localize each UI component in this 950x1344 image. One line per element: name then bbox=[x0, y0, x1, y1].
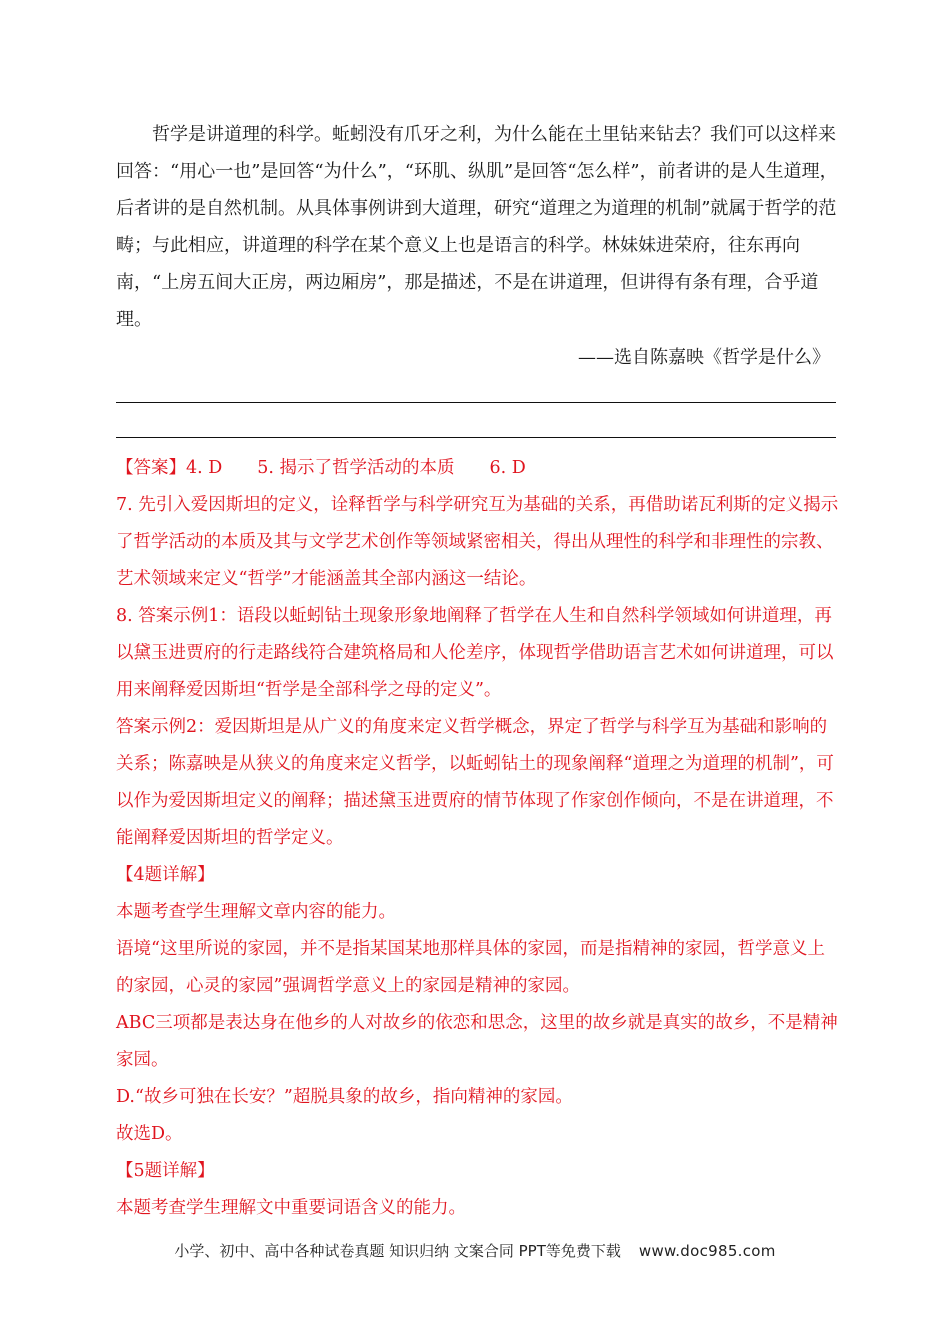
answer-section bbox=[116, 450, 840, 1227]
page-footer bbox=[0, 1240, 950, 1261]
answer-line-1 bbox=[116, 402, 836, 403]
answer-q8-example1: 8. 答案示例1：语段以蚯蚓钻土现象形象地阐释了哲学在人生和自然科学领域如何讲道理，再以黛玉进贾府的行走路线符合建筑格局和人伦差序，体现哲学借助语言艺术如何讲道理，可以用来阐释爱因斯坦“哲学是全部科学之母的定义”。 bbox=[116, 606, 834, 700]
q4-heading: 【4题详解】 bbox=[116, 865, 215, 885]
passage-attribution: ——选自陈嘉映《哲学是什么》 bbox=[578, 347, 830, 368]
answer-q7: 7. 先引入爱因斯坦的定义，诠释哲学与科学研究互为基础的关系，再借助诺瓦利斯的定义揭示了哲学活动的本质及其与文学艺术创作等领域紧密相关，得出从理性的科学和非理性的宗教、艺术领域来定义“哲学”才能涵盖其全部内涵这一结论。 bbox=[116, 495, 839, 589]
footer-text: 小学、初中、高中各种试卷真题 知识归纳 文案合同 PPT等免费下载 bbox=[174, 1242, 621, 1260]
footer-site-link[interactable]: www.doc985.com bbox=[638, 1242, 776, 1260]
q4-intro: 本题考查学生理解文章内容的能力。 bbox=[116, 902, 396, 922]
q4-paragraph-2: ABC三项都是表达身在他乡的人对故乡的依恋和思念，这里的故乡就是真实的故乡，不是精神家园。 bbox=[116, 1013, 838, 1070]
q4-paragraph-3: D.“故乡可独在长安？”超脱具象的故乡，指向精神的家园。 bbox=[116, 1087, 573, 1107]
q5-intro: 本题考查学生理解文中重要词语含义的能力。 bbox=[116, 1198, 466, 1218]
passage-paragraph: 哲学是讲道理的科学。蚯蚓没有爪牙之利，为什么能在土里钻来钻去？我们可以这样来回答：“用心一也”是回答“为什么”，“环肌、纵肌”是回答“怎么样”，前者讲的是人生道理，后者讲的是自然机制。从具体事例讲到大道理，研究“道理之为道理的机制”就属于哲学的范畴；与此相应，讲道理的科学在某个意义上也是语言的科学。林妹妹进荣府，往东再向南，“上房五间大正房，两边厢房”，那是描述，不是在讲道理，但讲得有条有理，合乎道理。 bbox=[116, 124, 838, 330]
q4-paragraph-1: 语境“这里所说的家园，并不是指某国某地那样具体的家园，而是指精神的家园，哲学意义上的家园，心灵的家园”强调哲学意义上的家园是精神的家园。 bbox=[116, 939, 825, 996]
answer-q8-example2: 答案示例2：爱因斯坦是从广义的角度来定义哲学概念，界定了哲学与科学互为基础和影响的关系；陈嘉映是从狭义的角度来定义哲学，以蚯蚓钻土的现象阐释“道理之为道理的机制”，可以作为爱因斯坦定义的阐释；描述黛玉进贾府的情节体现了作家创作倾向，不是在讲道理，不能阐释爱因斯坦的哲学定义。 bbox=[116, 717, 834, 848]
reading-passage bbox=[116, 116, 838, 338]
answer-line-2 bbox=[116, 437, 836, 438]
q4-conclusion: 故选D。 bbox=[116, 1124, 183, 1144]
answer-key-line: 【答案】4. D 5. 揭示了哲学活动的本质 6. D bbox=[116, 458, 526, 478]
q5-heading: 【5题详解】 bbox=[116, 1161, 215, 1181]
